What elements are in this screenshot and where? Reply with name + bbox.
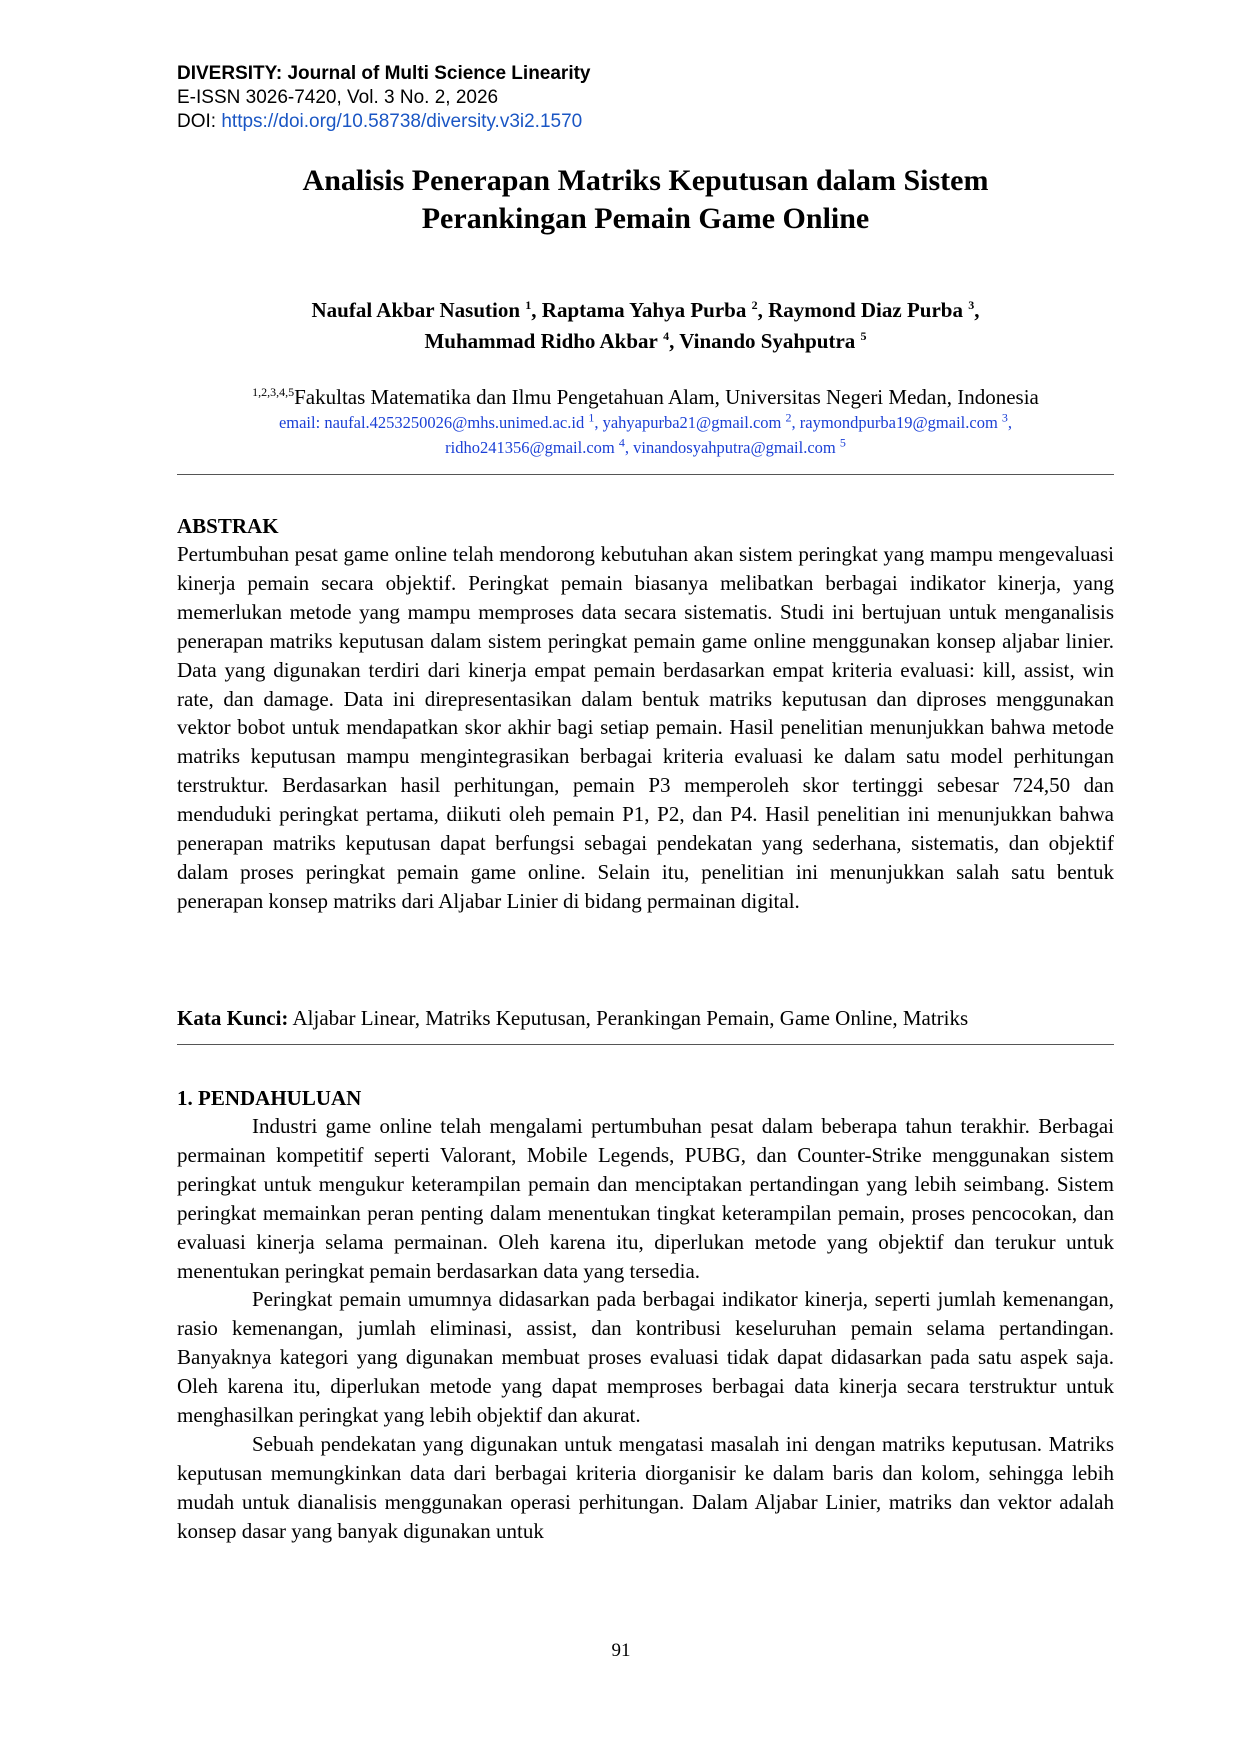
affiliation: [177, 383, 1114, 411]
email-address[interactable]: naufal.4253250026@mhs.unimed.ac.id: [324, 413, 585, 432]
doi-link[interactable]: https://doi.org/10.58738/diversity.v3i2.1570: [221, 111, 583, 132]
journal-name: DIVERSITY: Journal of Multi Science Linearity: [177, 63, 591, 84]
author-line-1: Naufal Akbar Nasution $^1$, Raptama Yahya Purba $^2$, Raymond Diaz Purba $^3$,: [311, 298, 980, 322]
doi-line: [177, 110, 591, 134]
email-line-1: email: naufal.4253250026@mhs.unimed.ac.id $^1$, yahyapurba21@gmail.com $^2$, raymondpurba19@gmail.com $^3$,: [278, 410, 1013, 432]
author-sup: 3: [968, 298, 975, 312]
email-sup: 2: [785, 410, 792, 425]
email-list: [177, 410, 1114, 460]
author-name: Vinando Syahputra: [679, 329, 856, 353]
author-sup: 2: [751, 298, 758, 312]
affiliation-sup: 1,2,3,4,5: [252, 385, 295, 399]
email-sup: 1: [588, 410, 595, 425]
email-address[interactable]: vinandosyahputra@gmail.com: [633, 438, 836, 457]
author-list: [177, 295, 1114, 357]
email-label: email:: [278, 413, 325, 432]
paragraph: Peringkat pemain umumnya didasarkan pada berbagai indikator kinerja, seperti jumlah kemenangan, rasio kemenangan, jumlah eliminasi, assist, dan kontribusi keseluruhan pemain selama pertandingan. Banyaknya kategori yang digunakan membuat proses evaluasi tidak dapat didasarkan pada satu aspek saja. Oleh karena itu, diperlukan metode yang dapat memproses berbagai data kinerja secara terstruktur untuk menghasilkan peringkat yang lebih objektif dan akurat.: [177, 1287, 1114, 1428]
journal-header: [177, 62, 591, 134]
section-body: [177, 1112, 1114, 1546]
email-address[interactable]: ridho241356@gmail.com: [445, 438, 615, 457]
affiliation-text: Fakultas Matematika dan Ilmu Pengetahuan Alam, Universitas Negeri Medan, Indonesia: [294, 385, 1039, 409]
author-name: Naufal Akbar Nasution: [311, 298, 521, 322]
abstract-text: Pertumbuhan pesat game online telah mendorong kebutuhan akan sistem peringkat yang mampu mengevaluasi kinerja pemain secara objektif. Peringkat pemain biasanya melibatkan berbagai indikator kinerja, yang memerlukan metode yang mampu memproses data secara sistematis. Studi ini bertujuan untuk menganalisis penerapan matriks keputusan dalam sistem peringkat pemain game online menggunakan konsep aljabar linier. Data yang digunakan terdiri dari kinerja empat pemain berdasarkan empat kriteria evaluasi: kill, assist, win rate, dan damage. Data ini direpresentasikan dalam bentuk matriks keputusan dan diproses menggunakan vektor bobot untuk mendapatkan skor akhir bagi setiap pemain. Hasil penelitian menunjukkan bahwa metode matriks keputusan mampu mengintegrasikan berbagai kriteria evaluasi ke dalam satu model perhitungan terstruktur. Berdasarkan hasil perhitungan, pemain P3 memperoleh skor tertinggi sebesar 724,50 dan menduduki peringkat pertama, diikuti oleh pemain P1, P2, dan P4. Hasil penelitian ini menunjukkan bahwa penerapan matriks keputusan dapat berfungsi sebagai pendekatan yang sederhana, sistematis, dan objektif dalam proses peringkat pemain game online. Selain itu, penelitian ini menunjukkan salah satu bentuk penerapan konsep matriks dari Aljabar Linier di bidang permainan digital.: [177, 542, 1114, 913]
author-line-2: Muhammad Ridho Akbar $^4$, Vinando Syahputra $^5$: [424, 329, 867, 353]
issn-line: E-ISSN 3026-7420, Vol. 3 No. 2, 2026: [177, 87, 499, 108]
author-sup: 4: [663, 329, 670, 343]
author-name: Raymond Diaz Purba: [768, 298, 963, 322]
email-address[interactable]: yahyapurba21@gmail.com: [602, 413, 782, 432]
paragraph: Industri game online telah mengalami pertumbuhan pesat dalam beberapa tahun terakhir. Berbagai permainan kompetitif seperti Valorant, Mobile Legends, PUBG, dan Counter-Strike menggunakan sistem peringkat untuk mengukur keterampilan pemain dan menciptakan pertandingan yang lebih seimbang. Sistem peringkat memainkan peran penting dalam menentukan tingkat keterampilan pemain, proses pencocokan, dan evaluasi kinerja selama permainan. Oleh karena itu, diperlukan metode yang objektif dan terukur untuk menentukan peringkat pemain berdasarkan data yang tersedia.: [177, 1114, 1114, 1283]
title-line-1: Analisis Penerapan Matriks Keputusan dalam Sistem: [302, 164, 989, 197]
email-sup: 3: [1001, 410, 1008, 425]
keywords: [177, 1004, 1114, 1032]
email-sup: 4: [618, 435, 625, 450]
section-heading: 1. PENDAHULUAN: [177, 1086, 362, 1110]
abstract-body: [177, 540, 1114, 916]
author-name: Raptama Yahya Purba: [541, 298, 747, 322]
divider-bottom: [177, 1044, 1114, 1045]
page-number: 91: [611, 1640, 631, 1661]
author-sup: 5: [860, 329, 867, 343]
email-sup: 5: [839, 435, 846, 450]
keywords-text: Aljabar Linear, Matriks Keputusan, Perankingan Pemain, Game Online, Matriks: [288, 1006, 969, 1030]
email-line-2: ridho241356@gmail.com $^4$, vinandosyahputra@gmail.com $^5$: [445, 435, 846, 457]
keywords-label: Kata Kunci:: [177, 1006, 289, 1030]
abstract-heading: ABSTRAK: [177, 514, 279, 538]
doi-label: DOI:: [177, 111, 222, 132]
divider-top: [177, 474, 1114, 475]
title-line-2: Perankingan Pemain Game Online: [421, 202, 870, 235]
author-sup: 1: [525, 298, 532, 312]
author-name: Muhammad Ridho Akbar: [424, 329, 658, 353]
paragraph: Sebuah pendekatan yang digunakan untuk mengatasi masalah ini dengan matriks keputusan. Matriks keputusan memungkinkan data dari berbagai kriteria diorganisir ke dalam baris dan kolom, sehingga lebih mudah untuk dianalisis menggunakan operasi perhitungan. Dalam Aljabar Linier, matriks dan vektor adalah konsep dasar yang banyak digunakan untuk: [177, 1431, 1114, 1543]
email-address[interactable]: raymondpurba19@gmail.com: [799, 413, 998, 432]
paper-title: [177, 162, 1114, 238]
